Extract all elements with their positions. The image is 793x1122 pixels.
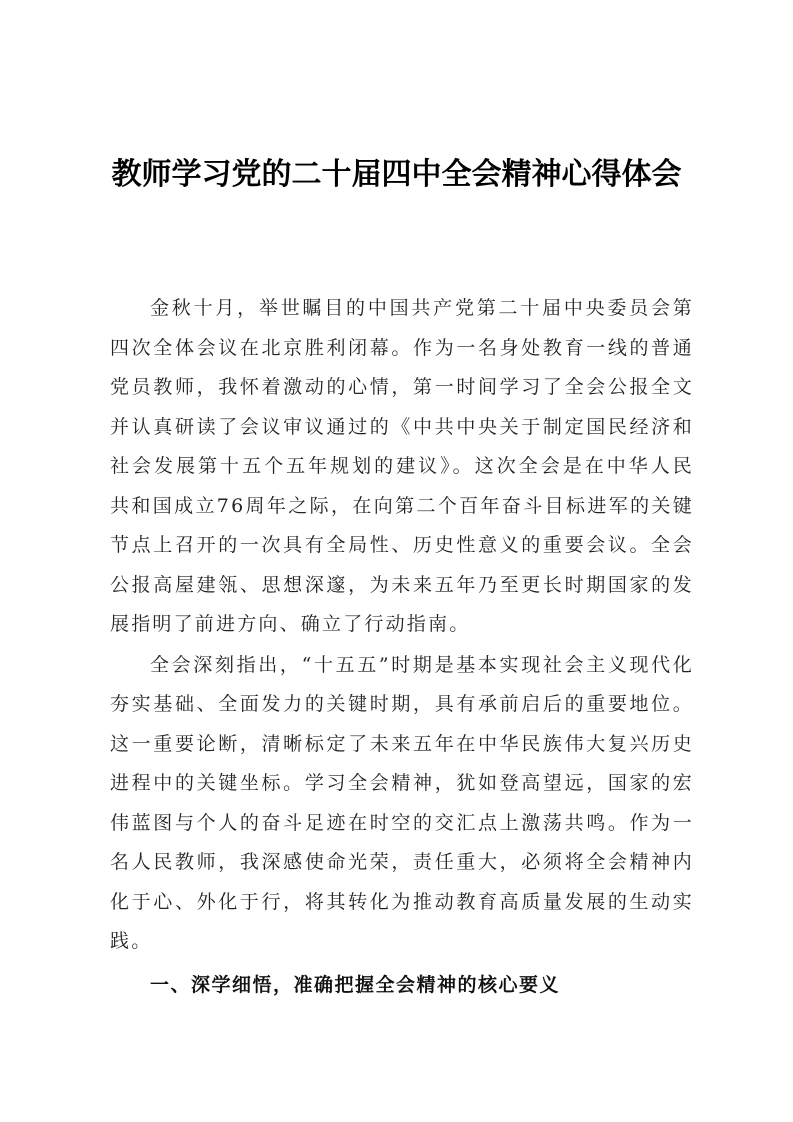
- paragraph-plenum-significance: 全会深刻指出，“十五五”时期是基本实现社会主义现代化夯实基础、全面发力的关键时期，具有承前启后的重要地位。这一重要论断，清晰标定了未来五年在中华民族伟大复兴历史进程中的关键坐标。学习全会精神，犹如登高望远，国家的宏伟蓝图与个人的奋斗足迹在时空的交汇点上激荡共鸣。作为一名人民教师，我深感使命光荣，责任重大，必须将全会精神内化于心、外化于行，将其转化为推动教育高质量发展的生动实践。: [110, 653, 694, 952]
- paragraph-intro: 金秋十月，举世瞩目的中国共产党第二十届中央委员会第四次全体会议在北京胜利闭幕。作为一名身处教育一线的普通党员教师，我怀着激动的心情，第一时间学习了全会公报全文并认真研读了会议审议通过的《中共中央关于制定国民经济和社会发展第十五个五年规划的建议》。这次全会是在中华人民共和国成立76周年之际，在向第二个百年奋斗目标进军的关键节点上召开的一次具有全局性、历史性意义的重要会议。全会公报高屋建瓴、思想深邃，为未来五年乃至更长时期国家的发展指明了前进方向、确立了行动指南。: [110, 297, 694, 635]
- document-title: 教师学习党的二十届四中全会精神心得体会: [111, 157, 682, 192]
- section-heading-1: 一、深学细悟，准确把握全会精神的核心要义: [150, 973, 561, 996]
- document-body: [110, 289, 694, 1005]
